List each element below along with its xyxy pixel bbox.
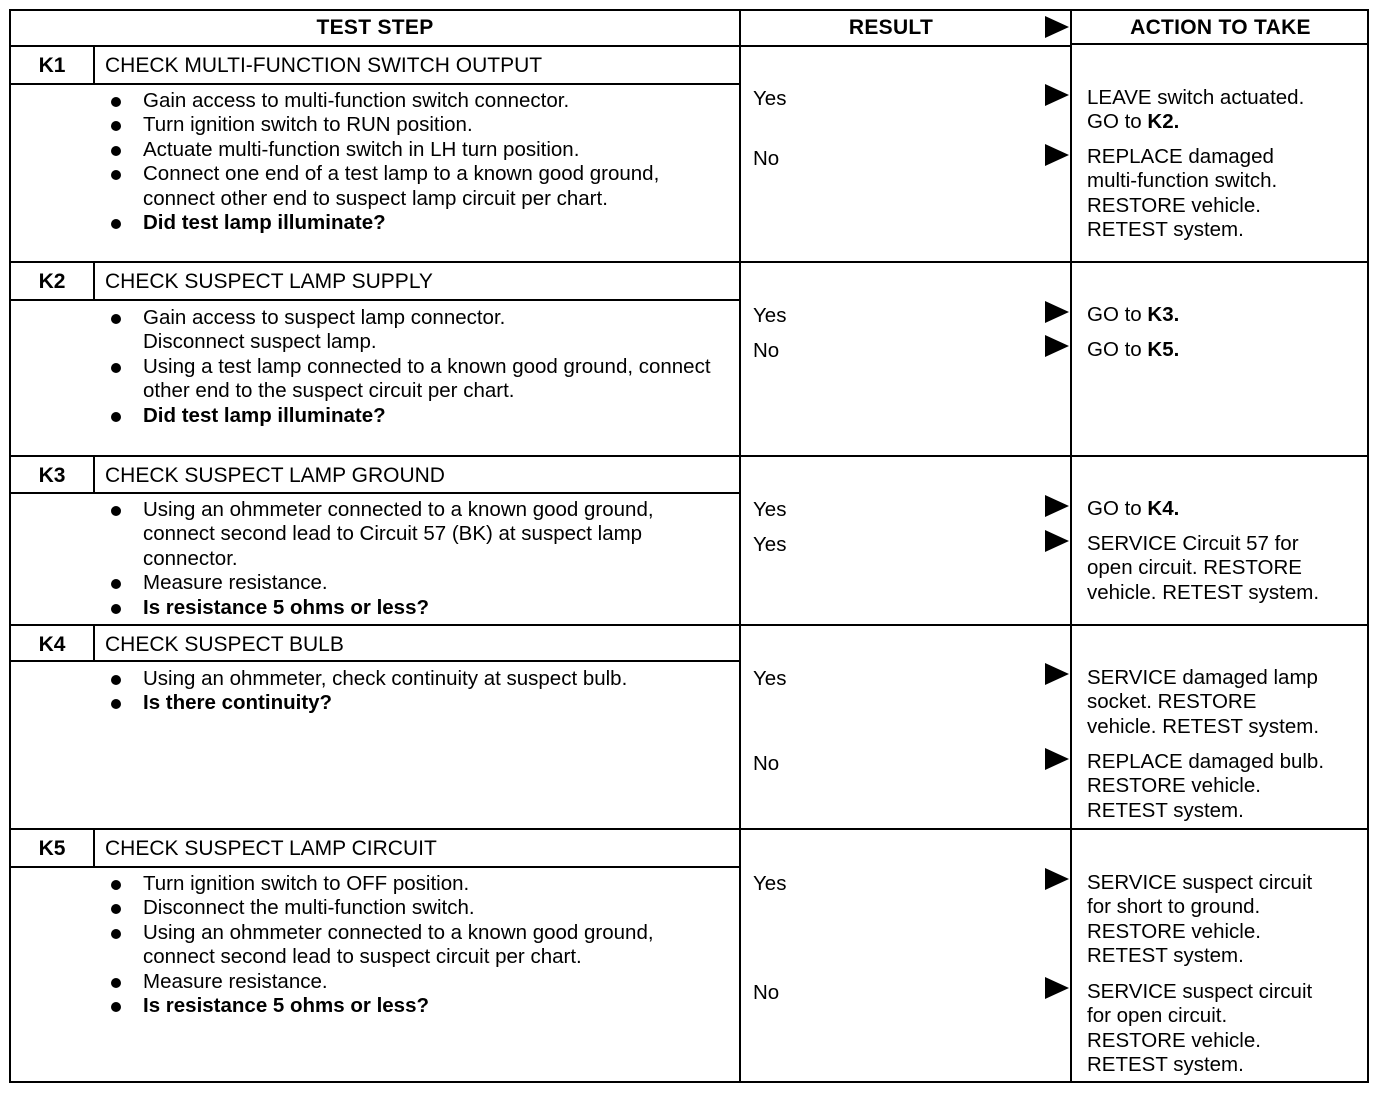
step-id: K5 xyxy=(38,837,66,860)
step-title: CHECK SUSPECT BULB xyxy=(105,633,344,656)
bullet-icon xyxy=(111,880,121,890)
result-label: Yes xyxy=(753,87,787,110)
action-text: REPLACE damaged multi-function switch. RESTORE vehicle. RETEST system. xyxy=(1087,145,1278,242)
step-id-divider xyxy=(93,47,95,85)
bullet-icon xyxy=(111,314,121,324)
action-text: REPLACE damaged bulb. RESTORE vehicle. RETEST system. xyxy=(1087,750,1325,822)
header-underline xyxy=(11,45,1070,47)
result-label: Yes xyxy=(753,498,787,521)
step-id: K1 xyxy=(38,54,66,77)
step-title: CHECK SUSPECT LAMP CIRCUIT xyxy=(105,837,437,860)
result-arrow-icon xyxy=(1045,868,1069,890)
result-label: No xyxy=(753,147,780,170)
diagnostic-table xyxy=(9,9,1369,1083)
step-title-underline xyxy=(11,492,739,494)
bullet-item: Connect one end of a test lamp to a known good ground, connect other end to suspect lamp circuit per chart. xyxy=(103,162,743,211)
divider-result-action xyxy=(1070,11,1072,1081)
bullet-icon xyxy=(111,675,121,685)
step-id-divider xyxy=(93,830,95,867)
result-arrow-icon xyxy=(1045,748,1069,770)
header-test-step: TEST STEP xyxy=(316,16,434,39)
bullet-item: Gain access to suspect lamp connector. Disconnect suspect lamp. xyxy=(103,306,743,355)
step-id-divider xyxy=(93,457,95,494)
result-arrow-icon xyxy=(1045,495,1069,517)
bullet-icon xyxy=(111,170,121,180)
step-id-divider xyxy=(93,626,95,662)
bullet-icon xyxy=(111,978,121,988)
row-divider xyxy=(11,261,1369,263)
bullet-icon xyxy=(111,699,121,709)
step-bullets xyxy=(103,872,743,1018)
header-action: ACTION TO TAKE xyxy=(1130,16,1311,39)
bullet-question: Is resistance 5 ohms or less? xyxy=(103,994,743,1018)
result-arrow-icon xyxy=(1045,301,1069,323)
bullet-question: Is there continuity? xyxy=(103,691,743,715)
bullet-item: Turn ignition switch to RUN position. xyxy=(103,113,743,137)
action-text: GO to K3. xyxy=(1087,303,1180,326)
row-divider xyxy=(11,828,1369,830)
step-title-underline xyxy=(11,660,739,662)
action-text: SERVICE suspect circuit for open circuit. RESTORE vehicle. RETEST system. xyxy=(1087,980,1313,1077)
bullet-icon xyxy=(111,929,121,939)
result-arrow-icon xyxy=(1045,977,1069,999)
bullet-item: Measure resistance. xyxy=(103,970,743,994)
bullet-item: Using an ohmmeter, check continuity at suspect bulb. xyxy=(103,667,743,691)
step-bullets xyxy=(103,667,743,716)
row-divider xyxy=(11,624,1369,626)
bullet-item: Using an ohmmeter connected to a known good ground, connect second lead to Circuit 57 (BK) at suspect lamp connector. xyxy=(103,498,743,571)
row-divider xyxy=(11,455,1369,457)
step-id-divider xyxy=(93,263,95,301)
bullet-icon xyxy=(111,579,121,589)
result-arrow-icon xyxy=(1045,84,1069,106)
header-underline-action xyxy=(1070,43,1369,45)
action-text: SERVICE Circuit 57 for open circuit. RESTORE vehicle. RETEST system. xyxy=(1087,532,1320,604)
bullet-item: Turn ignition switch to OFF position. xyxy=(103,872,743,896)
step-id: K3 xyxy=(38,464,66,487)
bullet-item: Disconnect the multi-function switch. xyxy=(103,896,743,920)
bullet-item: Actuate multi-function switch in LH turn position. xyxy=(103,138,743,162)
bullet-question: Did test lamp illuminate? xyxy=(103,404,743,428)
bullet-question: Is resistance 5 ohms or less? xyxy=(103,596,743,620)
bullet-item: Using an ohmmeter connected to a known good ground, connect second lead to suspect circuit per chart. xyxy=(103,921,743,970)
result-label: Yes xyxy=(753,304,787,327)
result-label: No xyxy=(753,752,780,775)
result-label: Yes xyxy=(753,533,787,556)
action-text: SERVICE suspect circuit for short to ground. RESTORE vehicle. RETEST system. xyxy=(1087,871,1313,968)
bullet-icon xyxy=(111,121,121,131)
bullet-item: Gain access to multi-function switch connector. xyxy=(103,89,743,113)
header-result: RESULT xyxy=(848,16,934,39)
result-label: Yes xyxy=(753,667,787,690)
step-title-underline xyxy=(11,299,739,301)
bullet-icon xyxy=(111,506,121,516)
result-label: No xyxy=(753,981,780,1004)
bullet-question: Did test lamp illuminate? xyxy=(103,211,743,235)
bullet-icon xyxy=(111,146,121,156)
step-title-underline xyxy=(11,83,739,85)
result-arrow-icon xyxy=(1045,530,1069,552)
result-label: Yes xyxy=(753,872,787,895)
step-bullets xyxy=(103,498,743,620)
step-id: K4 xyxy=(38,633,66,656)
step-title: CHECK MULTI-FUNCTION SWITCH OUTPUT xyxy=(105,54,543,77)
bullet-item: Using a test lamp connected to a known good ground, connect other end to the suspect circuit per chart. xyxy=(103,355,743,404)
bullet-icon xyxy=(111,97,121,107)
action-text: GO to K4. xyxy=(1087,497,1180,520)
bullet-item: Measure resistance. xyxy=(103,571,743,595)
bullet-icon xyxy=(111,412,121,422)
step-title: CHECK SUSPECT LAMP GROUND xyxy=(105,464,445,487)
bullet-icon xyxy=(111,219,121,229)
action-text: LEAVE switch actuated. GO to K2. xyxy=(1087,86,1305,134)
action-text: SERVICE damaged lamp socket. RESTORE vehicle. RETEST system. xyxy=(1087,666,1320,738)
step-id: K2 xyxy=(38,270,66,293)
bullet-icon xyxy=(111,604,121,614)
bullet-icon xyxy=(111,904,121,914)
action-text: GO to K5. xyxy=(1087,338,1180,361)
bullet-icon xyxy=(111,1002,121,1012)
result-arrow-icon xyxy=(1045,144,1069,166)
step-title-underline xyxy=(11,866,739,868)
result-arrow-icon xyxy=(1045,663,1069,685)
step-bullets xyxy=(103,89,743,235)
step-title: CHECK SUSPECT LAMP SUPPLY xyxy=(105,270,433,293)
step-bullets xyxy=(103,306,743,428)
header-arrow-icon xyxy=(1045,16,1069,38)
result-label: No xyxy=(753,339,780,362)
bullet-icon xyxy=(111,363,121,373)
result-arrow-icon xyxy=(1045,335,1069,357)
